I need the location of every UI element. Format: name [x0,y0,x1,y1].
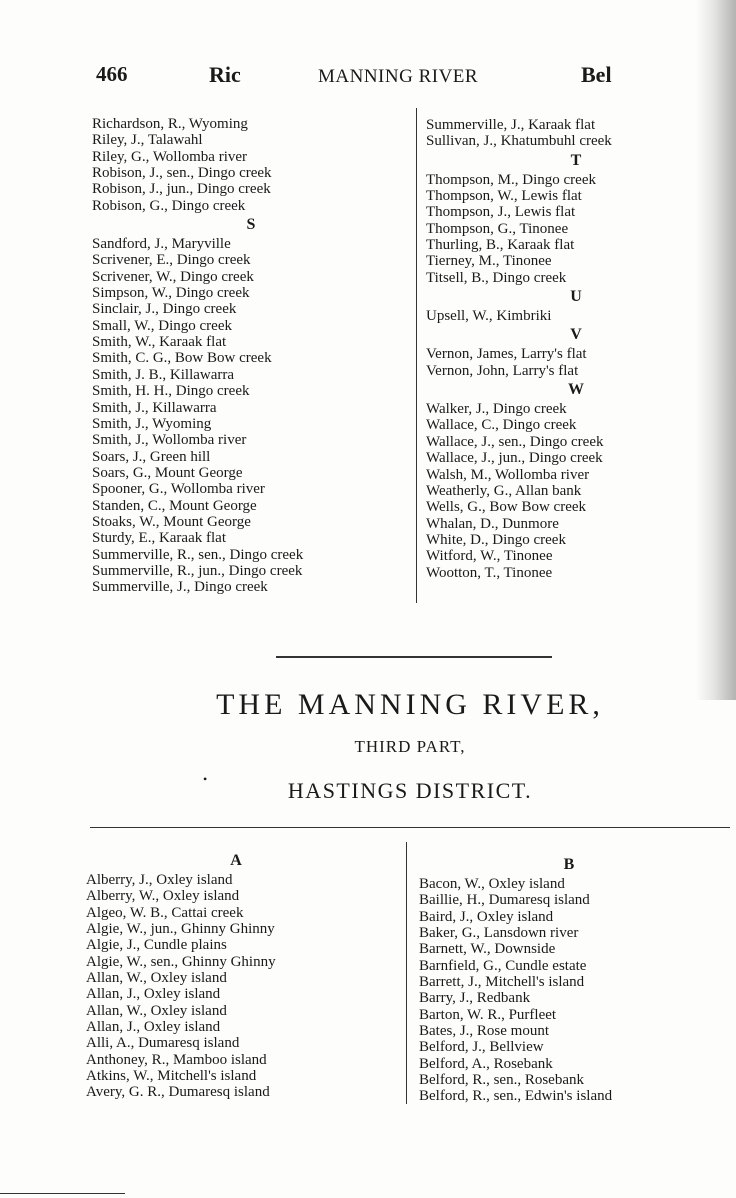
column-divider-top [416,108,417,603]
directory-column-bottom-right [419,854,719,1105]
directory-entry: Wells, G., Bow Bow creek [426,499,587,516]
directory-entry: Simpson, W., Dingo creek [92,285,250,302]
directory-entry: Thompson, W., Lewis flat [426,188,582,205]
directory-entry: Barrett, J., Mitchell's island [419,974,585,991]
directory-entry: Standen, C., Mount George [92,497,257,514]
directory-entry: Spooner, G., Wollomba river [92,481,265,498]
letter-heading: A [230,852,242,869]
directory-entry: Belford, R., sen., Edwin's island [419,1088,613,1105]
directory-entry: Soars, G., Mount George [92,464,243,481]
directory-entry: Allan, J., Oxley island [86,986,221,1003]
directory-entry: Riley, G., Wollomba river [92,148,248,165]
directory-entry: Wootton, T., Tinonee [426,564,553,581]
directory-entry: Avery, G. R., Dumaresq island [86,1084,270,1101]
directory-entry: Scrivener, E., Dingo creek [92,252,251,269]
directory-entry: Sinclair, J., Dingo creek [92,301,237,318]
directory-entry: Alberry, J., Oxley island [86,872,233,888]
directory-column-top-left [92,116,410,596]
directory-entry: Smith, J., Wyoming [92,415,212,432]
directory-entry: Summerville, J., Dingo creek [92,579,268,596]
directory-entry: Smith, C. G., Bow Bow creek [92,350,272,367]
directory-entry: Sullivan, J., Khatumbuhl creek [426,133,612,150]
column-divider-bottom [406,842,407,1104]
directory-entry: Allan, J., Oxley island [86,1019,221,1036]
directory-entry: Thompson, J., Lewis flat [426,204,576,221]
directory-entry: Robison, J., sen., Dingo creek [92,165,272,182]
directory-entry: Sandford, J., Maryville [92,236,231,253]
directory-entry: Sturdy, E., Karaak flat [92,530,226,547]
directory-entry: Barry, J., Redbank [419,990,531,1007]
letter-heading: S [246,216,256,234]
directory-entry: Barnfield, G., Cundle estate [419,957,587,974]
directory-entry: Stoaks, W., Mount George [92,513,251,530]
directory-entry: Smith, J. B., Killawarra [92,366,235,383]
section-divider [276,656,552,658]
directory-entry: Whalan, D., Dunmore [426,515,559,532]
directory-entry: Robison, G., Dingo creek [92,197,246,214]
directory-entry: Scrivener, W., Dingo creek [92,268,254,285]
directory-entry: Thurling, B., Karaak flat [426,237,575,254]
directory-entry: Belford, A., Rosebank [419,1055,553,1072]
directory-entry: Summerville, R., jun., Dingo creek [92,562,303,579]
directory-column-bottom-left [86,850,404,1101]
directory-entry: Smith, W., Karaak flat [92,334,227,351]
directory-entry: Wallace, C., Dingo creek [426,417,577,434]
page-number: 466 [96,62,128,86]
directory-entry: Anthoney, R., Mamboo island [86,1051,267,1068]
list-divider [90,827,730,828]
directory-entry: Baker, G., Lansdown river [419,925,579,942]
directory-entry: Vernon, James, Larry's flat [426,346,587,363]
directory-entry: Wallace, J., jun., Dingo creek [426,450,603,467]
directory-entry: Robison, J., jun., Dingo creek [92,181,271,198]
letter-heading: U [570,288,582,306]
directory-entry: Alli, A., Dumaresq island [86,1035,240,1052]
stray-mark: • [203,772,208,786]
directory-entry: Alberry, W., Oxley island [86,888,240,905]
directory-entry: Smith, J., Killawarra [92,399,217,416]
directory-entry: Algeo, W. B., Cattai creek [86,904,244,921]
left-guide-word: Ric [209,62,241,87]
directory-entry: Bates, J., Rose mount [419,1023,549,1040]
directory-entry: Bacon, W., Oxley island [419,876,565,892]
directory-entry: Allan, W., Oxley island [86,1002,227,1019]
directory-entry: Algie, W., sen., Ghinny Ghinny [86,953,276,970]
footer-rule [0,1193,125,1194]
district-title: HASTINGS DISTRICT. [287,778,533,803]
directory-entry: Barton, W. R., Purfleet [419,1006,557,1023]
letter-heading: T [570,151,582,169]
directory-entry: Algie, J., Cundle plains [86,937,227,954]
letter-heading: B [563,856,575,873]
directory-entry: Baillie, H., Dumaresq island [419,892,590,909]
letter-heading: W [568,381,584,399]
directory-entry: Barnett, W., Downside [419,941,556,958]
directory-entry: Richardson, R., Wyoming [92,116,248,132]
directory-entry: White, D., Dingo creek [426,531,566,548]
directory-entry: Atkins, W., Mitchell's island [86,1068,257,1085]
directory-entry: Belford, J., Bellview [419,1039,544,1056]
directory-entry: Titsell, B., Dingo creek [426,269,567,286]
section-subtitle: THIRD PART, [354,737,466,756]
section-title: THE MANNING RIVER, [216,688,604,721]
directory-entry: Smith, J., Wollomba river [92,432,247,449]
directory-entry: Summerville, R., sen., Dingo creek [92,546,304,563]
right-guide-word: Bel [581,62,612,87]
directory-entry: Vernon, John, Larry's flat [426,362,579,379]
directory-entry: Small, W., Dingo creek [92,317,232,334]
directory-entry: Walker, J., Dingo creek [426,401,567,418]
directory-entry: Riley, J., Talawahl [92,132,203,149]
directory-entry: Soars, J., Green hill [92,448,211,465]
directory-entry: Thompson, G., Tinonee [426,220,569,237]
directory-entry: Walsh, M., Wollomba river [426,466,590,483]
directory-entry: Summerville, J., Karaak flat [426,117,596,133]
directory-entry: Upsell, W., Kimbriki [426,308,552,325]
directory-entry: Wallace, J., sen., Dingo creek [426,433,604,450]
directory-entry: Thompson, M., Dingo creek [426,171,596,188]
directory-entry: Tierney, M., Tinonee [426,253,552,270]
directory-entry: Allan, W., Oxley island [86,970,227,987]
directory-column-top-right [426,117,726,581]
directory-entry: Witford, W., Tinonee [426,548,553,565]
directory-entry: Belford, R., sen., Rosebank [419,1072,584,1089]
directory-entry: Smith, H. H., Dingo creek [92,383,250,400]
directory-entry: Algie, W., jun., Ghinny Ghinny [86,921,275,938]
directory-entry: Weatherly, G., Allan bank [426,482,582,499]
running-title: MANNING RIVER [318,66,479,87]
letter-heading: V [570,326,582,344]
directory-entry: Baird, J., Oxley island [419,908,554,925]
